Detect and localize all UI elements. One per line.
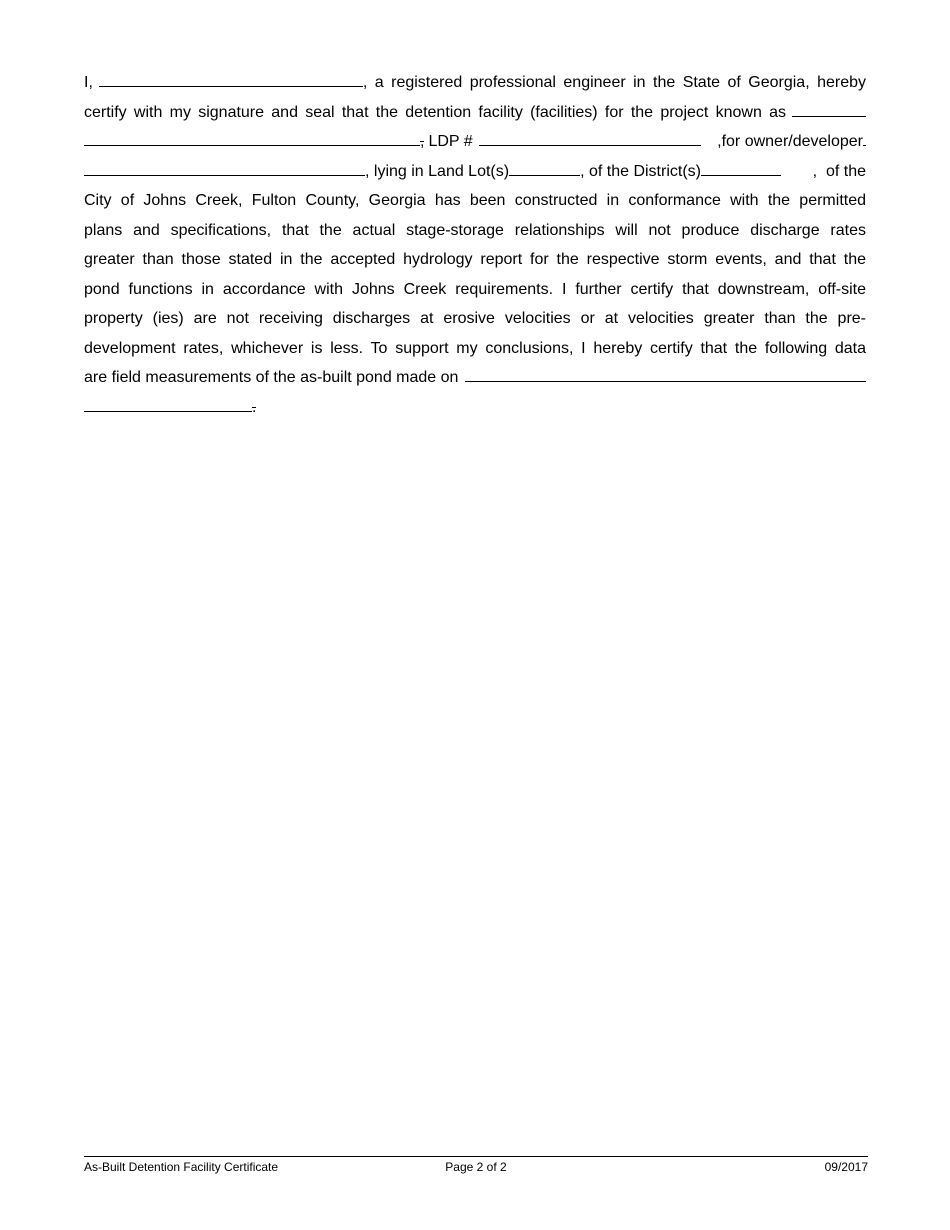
- text-land-lot: , lying in Land Lot(s): [365, 162, 510, 180]
- text-field-measurements: are field measurements of the as-built pond made on: [84, 369, 459, 386]
- owner-developer-blank-a: [863, 131, 866, 146]
- line-4: [84, 157, 866, 187]
- text-comma: ,: [420, 127, 424, 142]
- line-8: pond functions in accordance with Johns Creek requirements. I further certify that downstream, off-site: [84, 280, 866, 298]
- text-ldp: LDP #: [428, 133, 473, 150]
- text-owner-developer: ,for owner/developer: [717, 133, 863, 150]
- footer-page-number: Page 2 of 2: [445, 1160, 507, 1174]
- ldp-number-blank: [479, 131, 701, 146]
- line-12: [84, 393, 866, 423]
- line-2: [84, 98, 866, 128]
- line-6: plans and specifications, that the actual stage-storage relationships will not produce discharge rates: [84, 221, 866, 239]
- line-3: [84, 127, 866, 157]
- certification-paragraph: [84, 68, 866, 422]
- measurement-date-blank-b: [84, 397, 252, 412]
- line-1: [84, 68, 866, 98]
- line-9: property (ies) are not receiving discharges at erosive velocities or at velocities greater than the pre-: [84, 310, 866, 327]
- land-lot-blank: [509, 161, 580, 176]
- line-7: greater than those stated in the accepted hydrology report for the respective storm events, and that the: [84, 251, 866, 268]
- owner-developer-blank-b: [84, 161, 365, 176]
- district-blank: [701, 161, 781, 176]
- text-period: .: [252, 393, 256, 408]
- text-district: , of the District(s): [580, 162, 701, 180]
- project-name-blank-b: [84, 131, 420, 146]
- page-footer: [84, 1156, 868, 1174]
- line-5: City of Johns Creek, Fulton County, Georgia has been constructed in conformance with the permitted: [84, 192, 866, 209]
- text-line1-end: , a registered professional engineer in the State of Georgia, hereby: [362, 74, 866, 91]
- text-line2: certify with my signature and seal that the detention facility (facilities) for the project known as: [84, 103, 786, 121]
- engineer-name-blank: [99, 72, 363, 87]
- text-i: I,: [84, 74, 93, 91]
- footer-document-title: As-Built Detention Facility Certificate: [84, 1160, 279, 1174]
- text-of-the: , of the: [812, 162, 866, 180]
- line-11: [84, 363, 866, 393]
- measurement-date-blank-a: [465, 367, 866, 382]
- project-name-blank-a: [792, 102, 866, 117]
- line-10: development rates, whichever is less. To support my conclusions, I hereby certify that the following data: [84, 339, 866, 357]
- footer-revision-date: 09/2017: [824, 1160, 868, 1174]
